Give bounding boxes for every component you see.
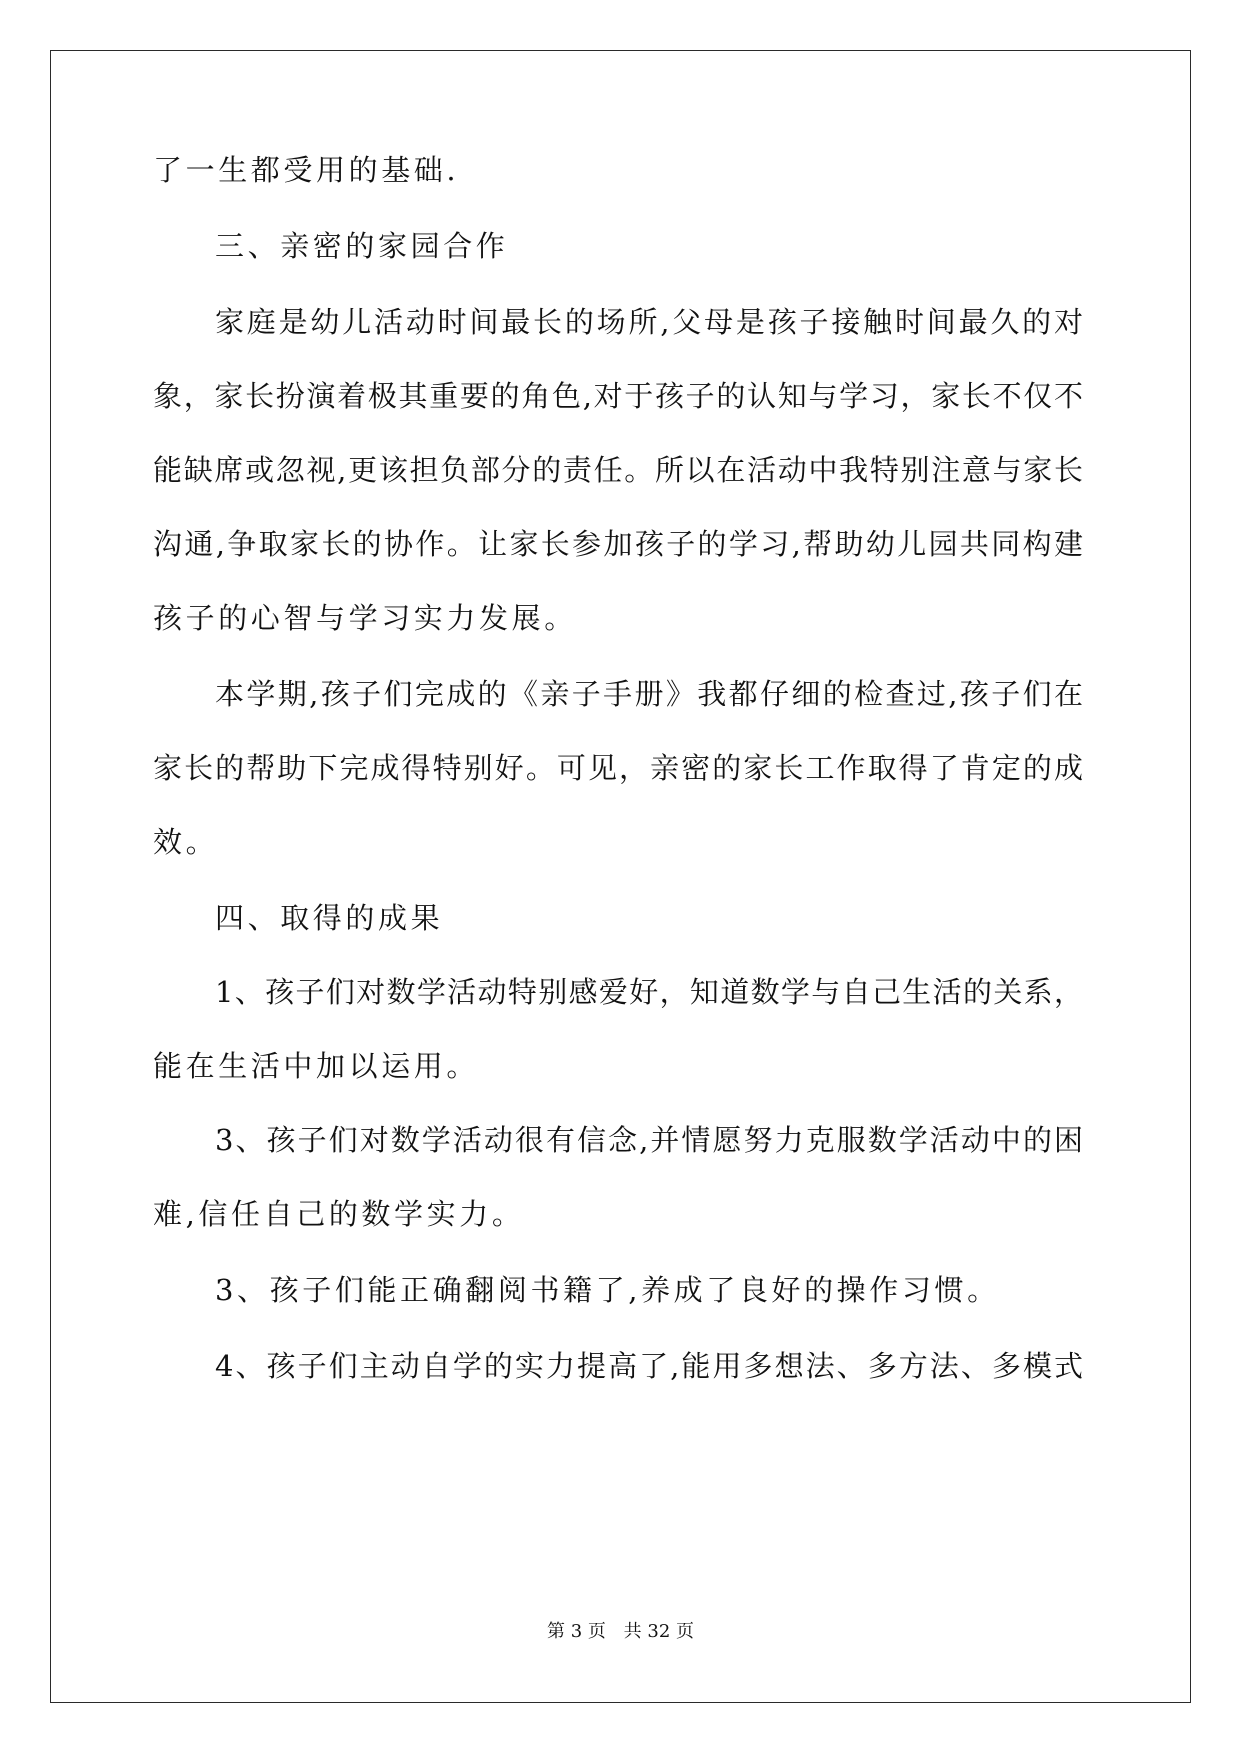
page-border bbox=[50, 50, 1191, 1703]
text-line: 家长的帮助下完成得特别好。可见，亲密的家长工作取得了肯定的成 bbox=[153, 751, 1083, 785]
section-heading: 三、亲密的家园合作 bbox=[215, 229, 509, 263]
text-line: 象，家长扮演着极其重要的角色,对于孩子的认知与学习，家长不仅不 bbox=[153, 379, 1083, 413]
page-number: 第 3 页 bbox=[547, 1621, 606, 1642]
list-item: 4、孩子们主动自学的实力提高了,能用多想法、多方法、多模式 bbox=[215, 1349, 1083, 1383]
text-line: 能在生活中加以运用。 bbox=[153, 1049, 480, 1083]
page-footer bbox=[0, 1620, 1241, 1644]
list-item: 3、孩子们对数学活动很有信念,并情愿努力克服数学活动中的困 bbox=[215, 1123, 1083, 1157]
section-heading: 四、取得的成果 bbox=[215, 901, 444, 935]
text-line: 本学期,孩子们完成的《亲子手册》我都仔细的检查过,孩子们在 bbox=[215, 677, 1083, 711]
list-item: 1、孩子们对数学活动特别感爱好，知道数学与自己生活的关系， bbox=[215, 975, 1083, 1009]
text-line: 沟通,争取家长的协作。让家长参加孩子的学习,帮助幼儿园共同构建 bbox=[153, 527, 1083, 561]
text-line: 了一生都受用的基础. bbox=[153, 153, 460, 187]
text-line: 能缺席或忽视,更该担负部分的责任。所以在活动中我特别注意与家长 bbox=[153, 453, 1083, 487]
text-line: 效。 bbox=[153, 825, 219, 859]
text-line: 孩子的心智与学习实力发展。 bbox=[153, 601, 577, 635]
page-total: 共 32 页 bbox=[623, 1621, 694, 1642]
text-line: 难,信任自己的数学实力。 bbox=[153, 1197, 525, 1231]
list-item: 3、孩子们能正确翻阅书籍了,养成了良好的操作习惯。 bbox=[215, 1273, 1000, 1307]
text-line: 家庭是幼儿活动时间最长的场所,父母是孩子接触时间最久的对 bbox=[215, 305, 1083, 339]
